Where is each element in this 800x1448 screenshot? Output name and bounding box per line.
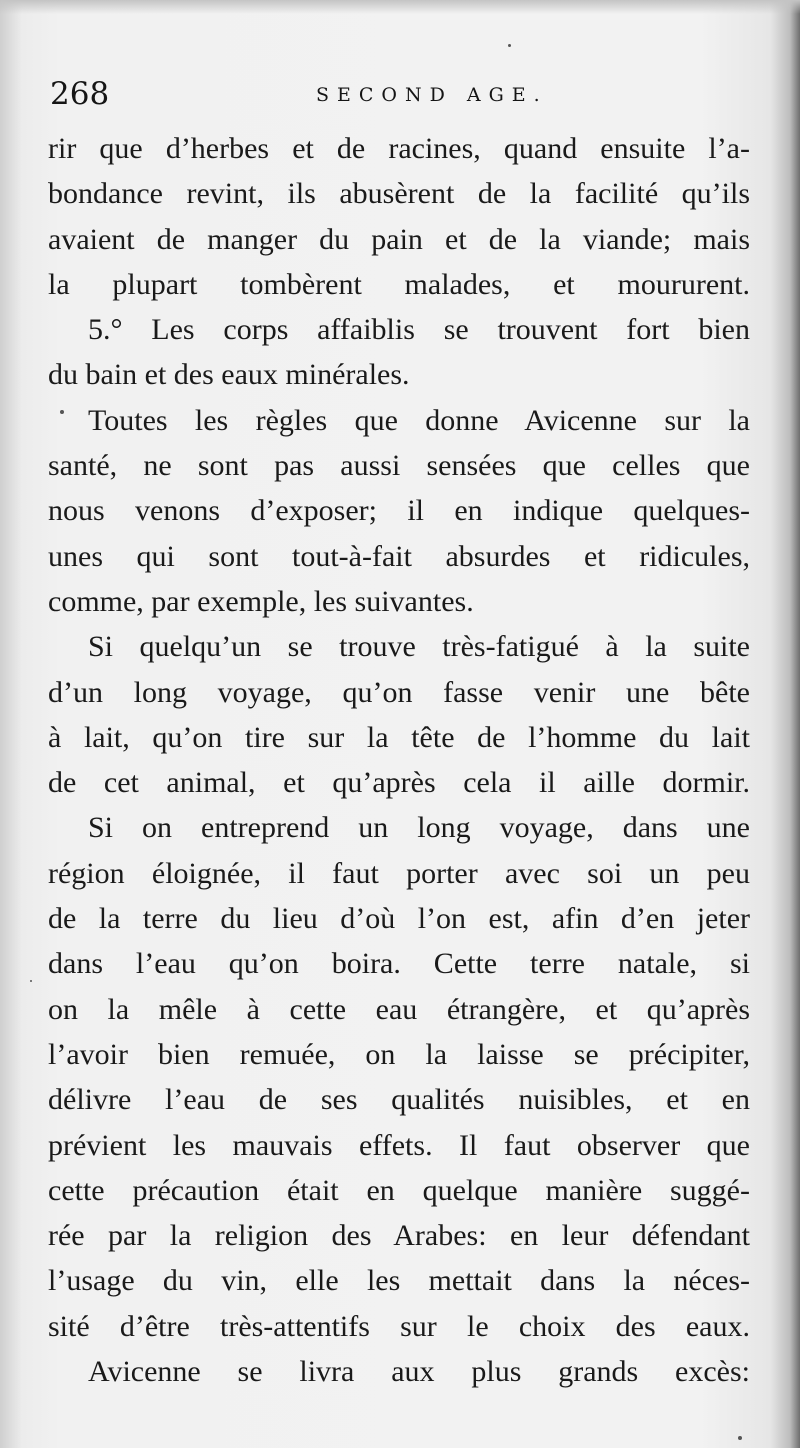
text-line: Toutes les règles que donne Avicenne sur la (88, 403, 750, 437)
text-line: délivre l’eau de ses qualités nuisibles, et en (48, 1083, 750, 1117)
text-line: prévient les mauvais effets. Il faut observer que (48, 1128, 750, 1162)
text-line: bondance revint, ils abusèrent de la facilité qu’ils (48, 177, 750, 211)
page-header (48, 74, 748, 114)
text-line: de cet animal, et qu’après cela il aille dormir. (48, 766, 750, 800)
paper-speck (738, 1436, 742, 1440)
text-line: santé, ne sont pas aussi sensées que celles que (48, 449, 750, 483)
text-line: nous venons d’exposer; il en indique quelques- (48, 494, 750, 528)
text-line: région éloignée, il faut porter avec soi un peu (48, 856, 750, 890)
text-line: Si on entreprend un long voyage, dans une (88, 811, 750, 845)
text-line: à lait, qu’on tire sur la tête de l’homme du lait (48, 720, 750, 754)
text-line: rée par la religion des Arabes: en leur défendant (48, 1219, 750, 1253)
text-line: 5.° Les corps affaiblis se trouvent fort bien (88, 313, 750, 347)
paper-speck (508, 44, 511, 47)
text-line: cette précaution était en quelque manière suggé- (48, 1173, 750, 1207)
running-head: SECOND AGE. (316, 84, 548, 106)
paper-speck (30, 980, 32, 982)
text-line: du bain et des eaux minérales. (48, 358, 410, 392)
text-line: l’avoir bien remuée, on la laisse se précipiter, (48, 1037, 750, 1071)
text-line: de la terre du lieu d’où l’on est, afin d’en jeter (48, 902, 750, 936)
text-line: dans l’eau qu’on boira. Cette terre natale, si (48, 947, 750, 981)
text-line: Avicenne se livra aux plus grands excès: (88, 1355, 750, 1389)
text-line: d’un long voyage, qu’on fasse venir une bête (48, 675, 750, 709)
text-line: Si quelqu’un se trouve très-fatigué à la suite (88, 630, 750, 664)
text-line: unes qui sont tout-à-fait absurdes et ridicules, (48, 539, 750, 573)
text-line: sité d’être très-attentifs sur le choix des eaux. (48, 1309, 750, 1343)
text-line: comme, par exemple, les suivantes. (48, 584, 474, 618)
text-line: rir que d’herbes et de racines, quand ensuite l’a- (48, 132, 750, 165)
text-line: la plupart tombèrent malades, et moururent. (48, 267, 750, 301)
page-number: 268 (50, 76, 110, 112)
text-line: l’usage du vin, elle les mettait dans la néces- (48, 1264, 750, 1298)
text-line: avaient de manger du pain et de la viande; mais (48, 222, 750, 256)
paper-speck (60, 410, 64, 414)
text-line: on la mêle à cette eau étrangère, et qu’après (48, 992, 750, 1026)
body-text (48, 126, 750, 1394)
